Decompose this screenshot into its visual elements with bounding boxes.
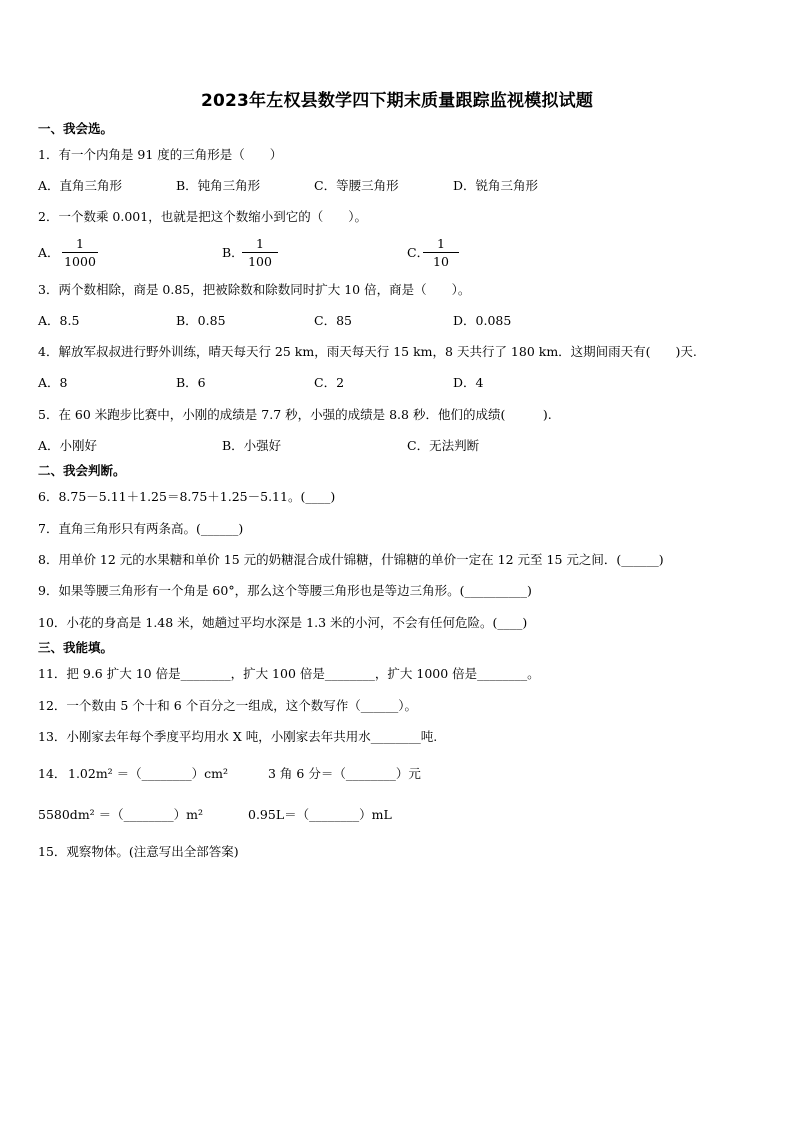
question-8: 8．用单价 12 元的水果糖和单价 15 元的奶糖混合成什锦糖，什锦糖的单价一定在 12 元至 15 元之间．(______): [38, 552, 664, 567]
question-11: 11．把 9.6 扩大 10 倍是________，扩大 100 倍是________，扩大 1000 倍是________。: [38, 666, 540, 681]
question-7: 7．直角三角形只有两条高。(______): [38, 521, 244, 536]
q14-part-3: 5580dm² ＝（________）m²: [38, 807, 204, 822]
q3-option-c[interactable]: C．85: [314, 313, 352, 328]
q14-part-4: 0.95L＝（________）mL: [248, 807, 392, 822]
q2-option-b[interactable]: B．: [222, 245, 244, 260]
question-1: 1．有一个内角是 91 度的三角形是（ ）: [38, 147, 283, 162]
q1-option-b[interactable]: B．钝角三角形: [176, 178, 261, 193]
q1-option-d[interactable]: D．锐角三角形: [453, 178, 539, 193]
question-10: 10．小花的身高是 1.48 米，她趟过平均水深是 1.3 米的小河，不会有任何危险。(____): [38, 615, 528, 630]
q4-option-b[interactable]: B．6: [176, 375, 206, 390]
question-4: 4．解放军叔叔进行野外训练，晴天每天行 25 km，雨天每天行 15 km，8 天共行了 180 km．这期间雨天有( )天.: [38, 344, 697, 359]
q1-option-a[interactable]: A．直角三角形: [38, 178, 123, 193]
section-heading-1: 一、我会选。: [38, 121, 114, 136]
q5-option-b[interactable]: B．小强好: [222, 438, 282, 453]
q5-option-a[interactable]: A．小刚好: [38, 438, 98, 453]
question-3: 3．两个数相除，商是 0.85，把被除数和除数同时扩大 10 倍，商是（ ）。: [38, 282, 471, 297]
q2-option-a[interactable]: A．: [38, 245, 60, 260]
question-6: 6．8.75－5.11＋1.25＝8.75＋1.25－5.11。(____): [38, 489, 336, 504]
question-5: 5．在 60 米跑步比赛中，小刚的成绩是 7.7 秒，小强的成绩是 8.8 秒．他们的成绩( ).: [38, 407, 552, 422]
q2-fraction-c: 1 10: [421, 236, 461, 269]
q5-option-c[interactable]: C．无法判断: [407, 438, 480, 453]
q2-option-c[interactable]: C．: [407, 245, 430, 260]
section-heading-2: 二、我会判断。: [38, 463, 126, 478]
q3-option-d[interactable]: D．0.085: [453, 313, 512, 328]
q4-option-d[interactable]: D．4: [453, 375, 484, 390]
q14-part-1: 1.02m² ＝（________）cm²: [68, 766, 229, 781]
q4-option-a[interactable]: A．8: [38, 375, 68, 390]
q3-option-b[interactable]: B．0.85: [176, 313, 226, 328]
q2-fraction-b: 1 100: [240, 236, 280, 269]
q1-option-c[interactable]: C．等腰三角形: [314, 178, 399, 193]
q3-option-a[interactable]: A．8.5: [38, 313, 80, 328]
question-13: 13．小刚家去年每个季度平均用水 X 吨，小刚家去年共用水________吨.: [38, 729, 438, 744]
question-2: 2．一个数乘 0.001，也就是把这个数缩小到它的（ ）。: [38, 209, 367, 224]
question-9: 9．如果等腰三角形有一个角是 60°，那么这个等腰三角形也是等边三角形。(__________): [38, 583, 532, 598]
question-15: 15．观察物体。(注意写出全部答案): [38, 844, 239, 859]
page-title: 2023年左权县数学四下期末质量跟踪监视模拟试题: [200, 91, 594, 111]
section-heading-3: 三、我能填。: [38, 640, 114, 655]
question-14-number: 14．: [38, 766, 67, 781]
q4-option-c[interactable]: C．2: [314, 375, 345, 390]
q14-part-2: 3 角 6 分＝（________）元: [268, 766, 421, 781]
question-12: 12．一个数由 5 个十和 6 个百分之一组成，这个数写作（______）。: [38, 698, 417, 713]
q2-fraction-a: 1 1000: [60, 236, 100, 269]
